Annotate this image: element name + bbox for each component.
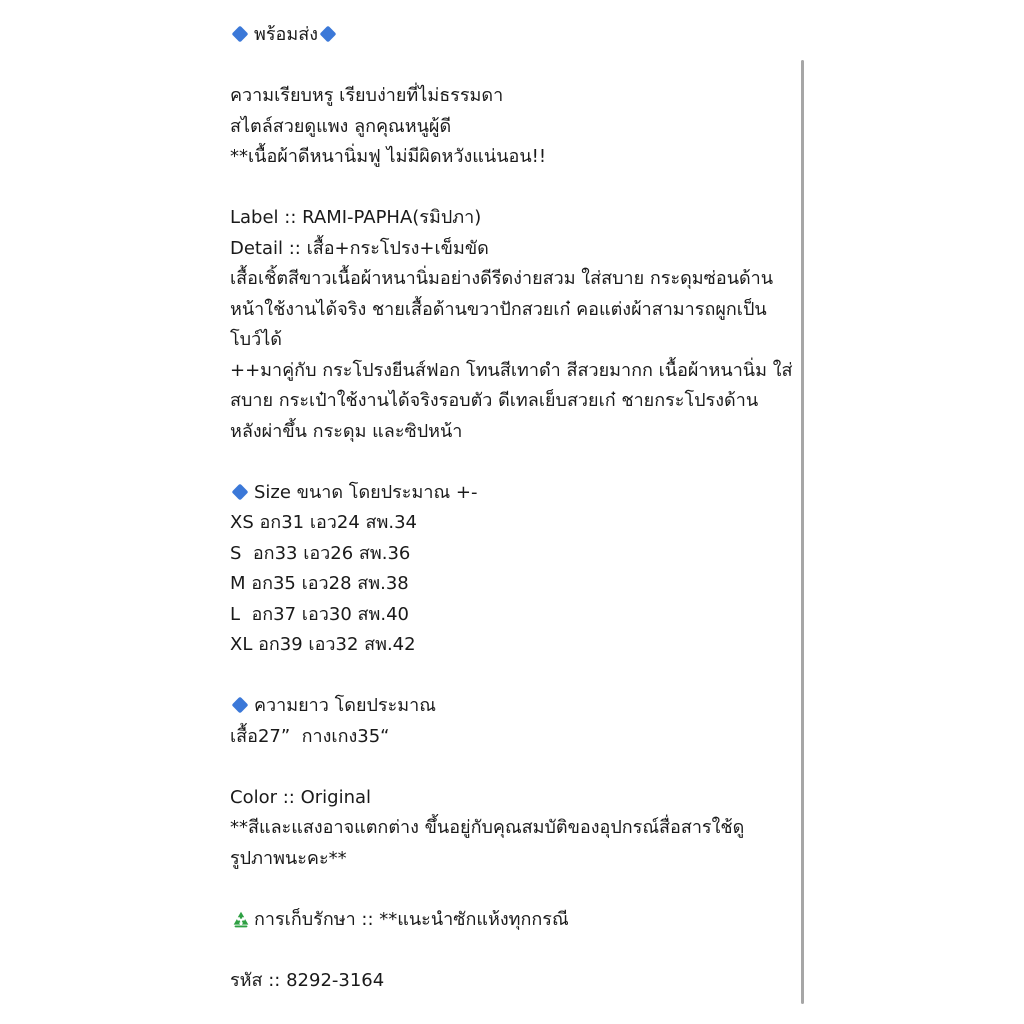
size-title — [230, 478, 795, 509]
description-line: เสื้อเชิ้ตสีขาวเนื้อผ้าหนานิ่มอย่างดีรีดง่ายสวม ใส่สบาย กระดุมซ่อนด้าน — [230, 268, 774, 289]
ready-to-ship-line — [230, 20, 795, 51]
intro-line: **เนื้อผ้าดีหนานิ่มฟู ไม่มีผิดหวังแน่นอน!! — [230, 146, 547, 167]
scrollbar[interactable] — [800, 60, 806, 1004]
product-description — [230, 20, 795, 996]
size-row: XS อก31 เอว24 สพ.34 — [230, 512, 417, 533]
label-line: Label :: RAMI-PAPHA(รมิปภา) — [230, 207, 482, 228]
color-line: Color :: Original — [230, 786, 372, 808]
description-line: สบาย กระเป๋าใช้งานได้จริงรอบตัว ดีเทลเย็บสวยเก๋ ชายกระโปรงด้าน — [230, 390, 759, 411]
description-line: โบว์ได้ — [230, 329, 282, 350]
length-title-text: ความยาว โดยประมาณ — [254, 695, 436, 716]
product-code: รหัส :: 8292-3164 — [230, 969, 385, 991]
size-title-text: Size ขนาด โดยประมาณ +- — [254, 481, 478, 503]
size-row: S อก33 เอว26 สพ.36 — [230, 542, 411, 564]
care-line — [230, 905, 795, 936]
color-note: **สีและแสงอาจแตกต่าง ขึ้นอยู่กับคุณสมบัติของอุปกรณ์สื่อสารใช้ดู — [230, 817, 745, 838]
blue-diamond-icon — [232, 483, 249, 500]
intro-line: ความเรียบหรู เรียบง่ายที่ไม่ธรรมดา — [230, 85, 504, 106]
length-title — [230, 691, 795, 722]
recycle-icon — [230, 909, 252, 931]
size-row: L อก37 เอว30 สพ.40 — [230, 603, 409, 625]
size-row: M อก35 เอว28 สพ.38 — [230, 573, 409, 594]
blue-diamond-icon — [319, 26, 336, 43]
care-text: การเก็บรักษา :: **แนะนำซักแห้งทุกกรณี — [254, 908, 569, 930]
description-line: หลังผ่าขึ้น กระดุม และซิปหน้า — [230, 420, 463, 442]
ready-label: พร้อมส่ง — [254, 24, 318, 45]
detail-line: Detail :: เสื้อ+กระโปรง+เข็มขัด — [230, 237, 489, 259]
intro-line: สไตล์สวยดูแพง ลูกคุณหนูผู้ดี — [230, 115, 452, 137]
color-note: รูปภาพนะคะ** — [230, 847, 347, 869]
size-row: XL อก39 เอว32 สพ.42 — [230, 634, 416, 655]
length-value: เสื้อ27” กางเกง35“ — [230, 725, 390, 747]
description-line: หน้าใช้งานได้จริง ชายเสื้อด้านขวาปักสวยเก๋ คอแต่งผ้าสามารถผูกเป็น — [230, 298, 767, 320]
scrollbar-thumb[interactable] — [801, 60, 804, 1004]
blue-diamond-icon — [232, 697, 249, 714]
description-line: ++มาคู่กับ กระโปรงยีนส์ฟอก โทนสีเทาดำ สีสวยมากก เนื้อผ้าหนานิ่ม ใส่ — [230, 359, 793, 381]
blue-diamond-icon — [232, 26, 249, 43]
